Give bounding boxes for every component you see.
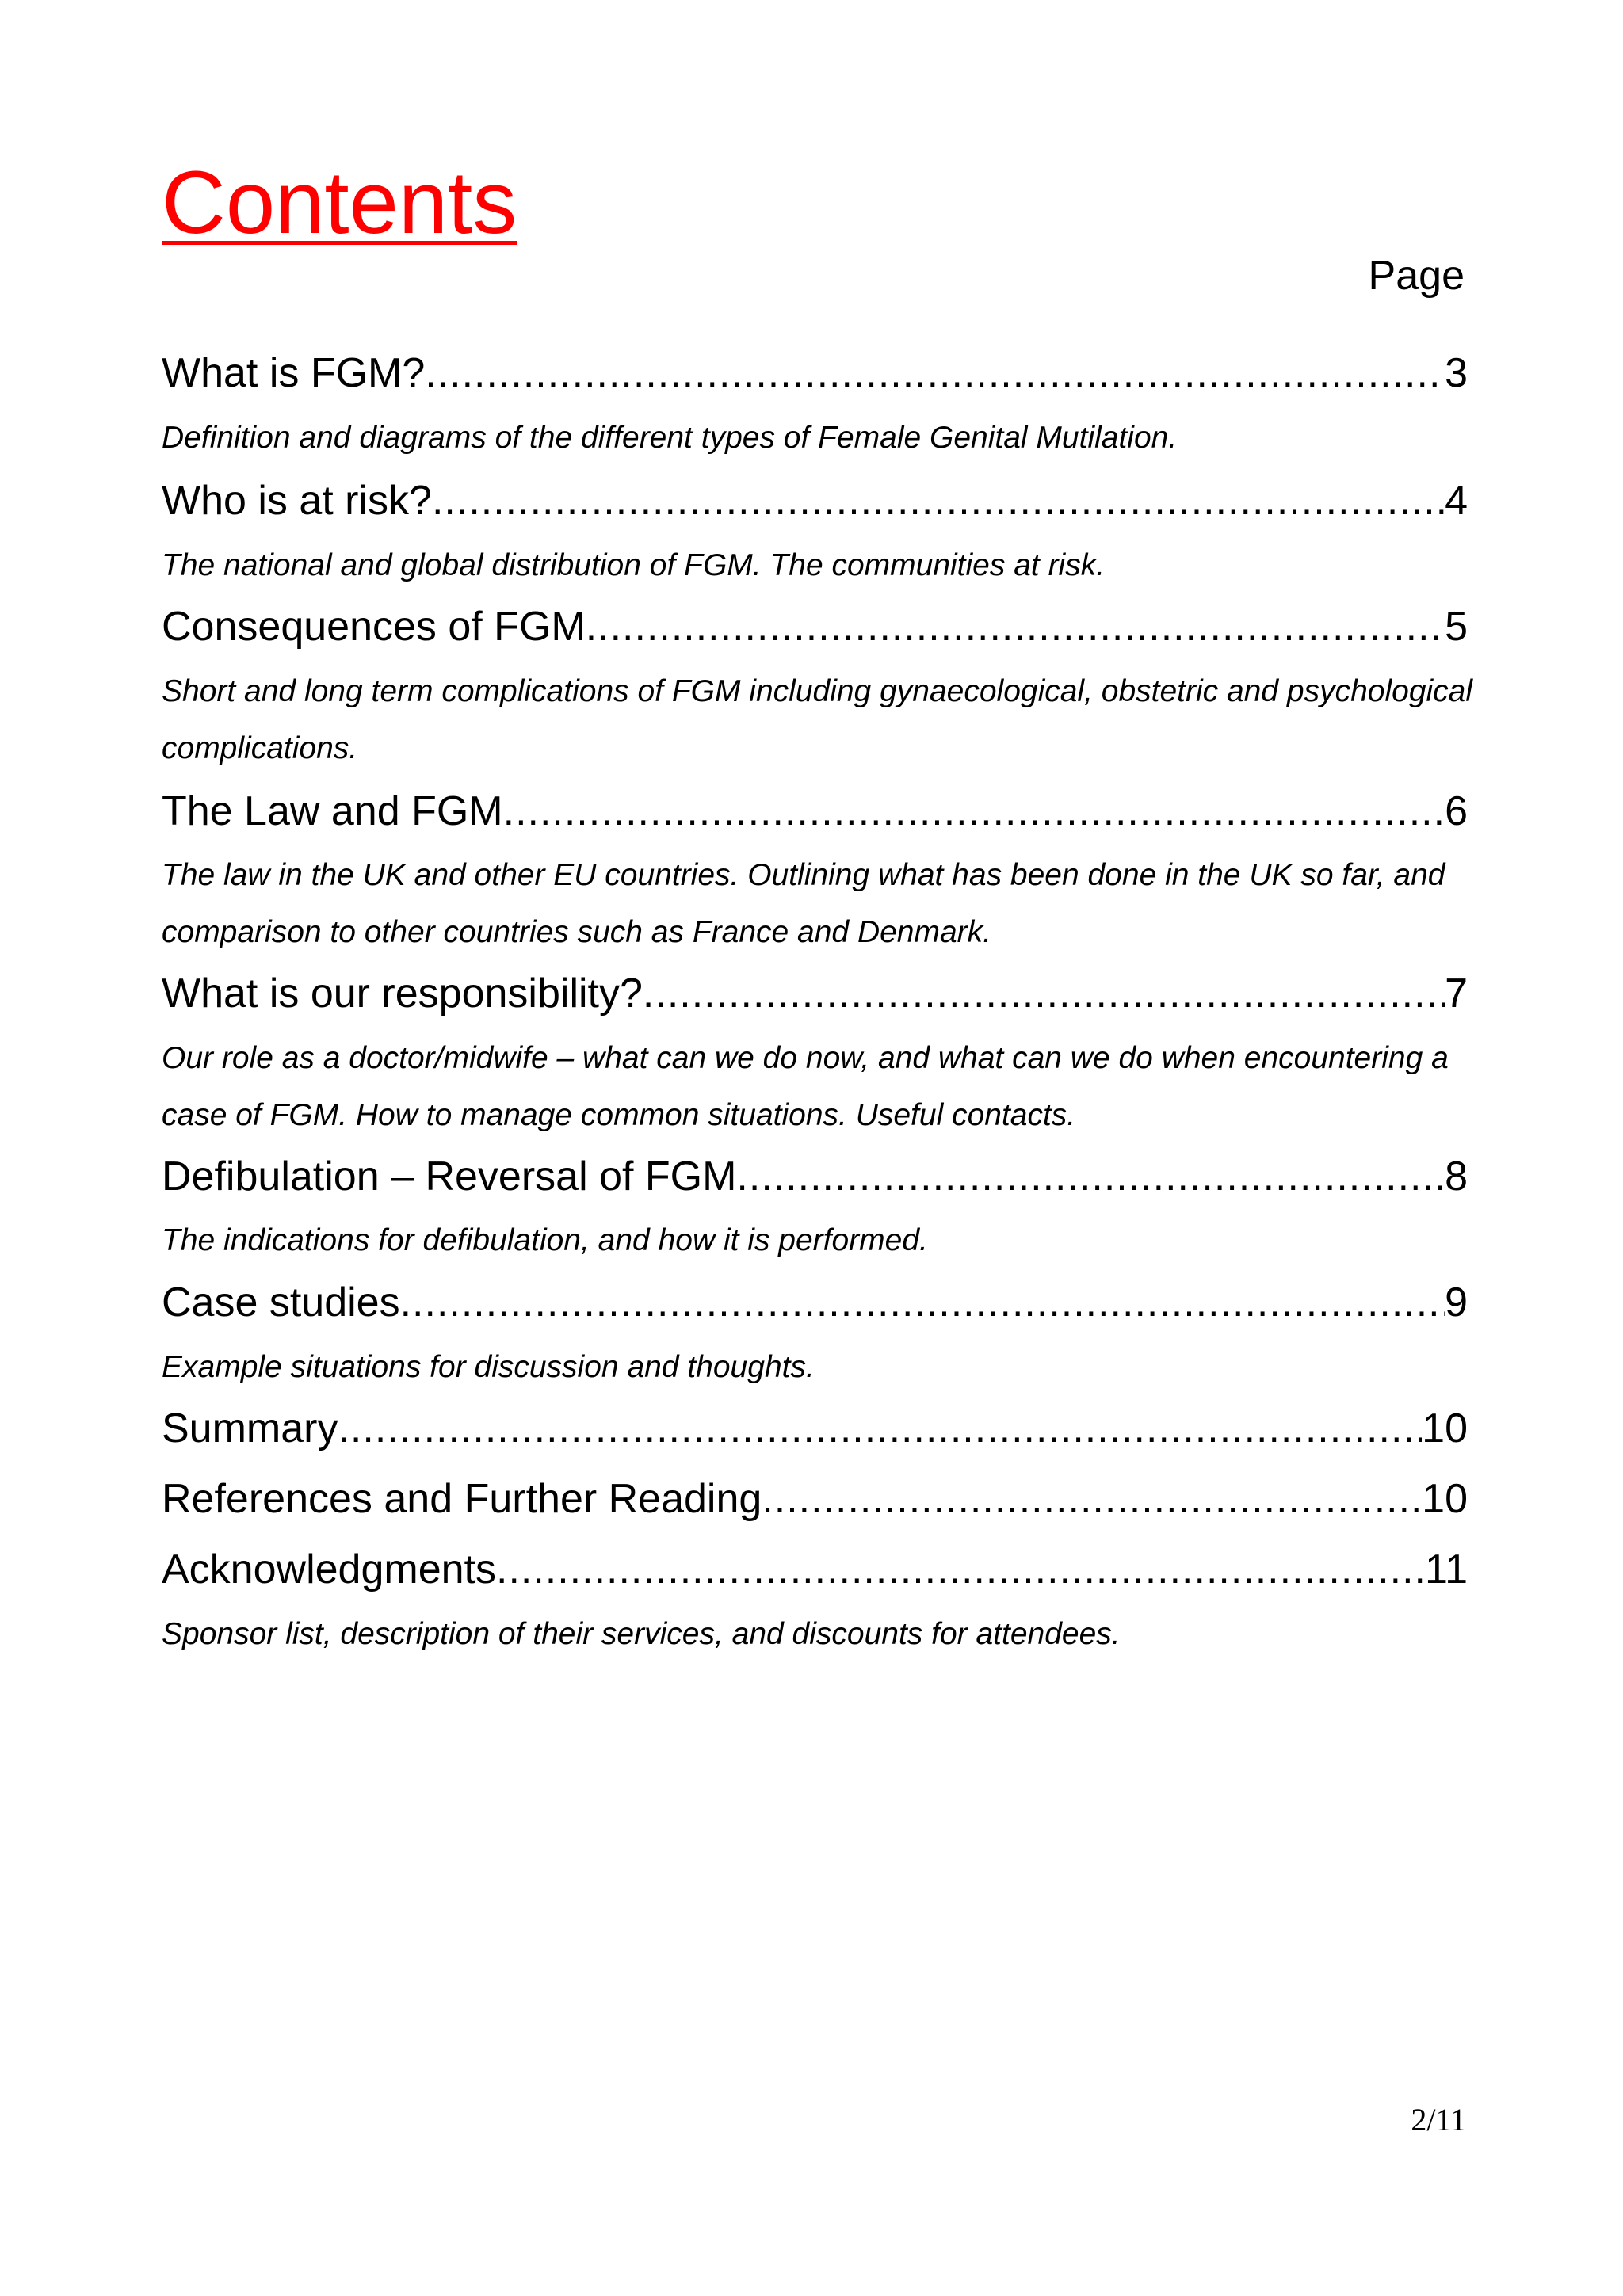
toc-entry-label: What is our responsibility? <box>162 971 643 1016</box>
toc-entry-label: The Law and FGM <box>162 788 503 834</box>
dot-leader <box>736 1153 1445 1200</box>
contents-title: Contents <box>162 153 517 252</box>
toc-entry-label: Consequences of FGM <box>162 604 586 650</box>
toc-entry-responsibility[interactable] <box>162 970 1468 1017</box>
toc-entry-references[interactable] <box>162 1475 1468 1523</box>
toc-entry-page: 8 <box>1445 1154 1468 1199</box>
toc-entry-label: Defibulation – Reversal of FGM <box>162 1154 737 1199</box>
toc-entry-page: 5 <box>1445 604 1468 650</box>
toc-entry-case-studies[interactable] <box>162 1279 1468 1326</box>
toc-entry-description: Short and long term complications of FGM including gynaecological, obstetric and psychological complications. <box>162 674 1473 765</box>
toc-entry-summary[interactable] <box>162 1405 1468 1452</box>
toc-entry-label: Acknowledgments <box>162 1547 496 1592</box>
toc-entry-law[interactable] <box>162 788 1468 835</box>
dot-leader <box>586 603 1445 650</box>
toc-entry-description: Sponsor list, description of their services, and discounts for attendees. <box>162 1617 1121 1651</box>
toc-entry-page: 11 <box>1425 1547 1468 1592</box>
dot-leader <box>762 1475 1422 1523</box>
toc-entry-label: What is FGM? <box>162 350 426 396</box>
page-number: 2/11 <box>1411 2102 1466 2138</box>
toc-entry-page: 4 <box>1445 478 1468 524</box>
toc-entry-label: References and Further Reading <box>162 1476 762 1522</box>
toc-entry-description: Example situations for discussion and thoughts. <box>162 1350 815 1384</box>
toc-entry-page: 6 <box>1445 788 1468 834</box>
toc-entry-page: 10 <box>1422 1405 1468 1451</box>
toc-entry-label: Who is at risk? <box>162 478 432 524</box>
dot-leader <box>643 970 1445 1017</box>
page-column-heading: Page <box>1368 253 1465 299</box>
toc-entry-page: 9 <box>1445 1280 1468 1325</box>
dot-leader <box>432 477 1445 524</box>
toc-entry-acknowledgments[interactable] <box>162 1546 1468 1593</box>
toc-entry-page: 7 <box>1445 971 1468 1016</box>
toc-entry-label: Summary <box>162 1405 338 1451</box>
toc-entry-page: 10 <box>1422 1476 1468 1522</box>
toc-entry-defibulation[interactable] <box>162 1153 1468 1200</box>
toc-entry-consequences[interactable] <box>162 603 1468 650</box>
dot-leader <box>496 1546 1425 1593</box>
toc-entry-description: Our role as a doctor/midwife – what can we do now, and what can we do when encountering a case of FGM. How to manage common situations. Useful contacts. <box>162 1041 1449 1132</box>
toc-entry-description: Definition and diagrams of the different types of Female Genital Mutilation. <box>162 421 1178 455</box>
toc-entry-description: The indications for defibulation, and how it is performed. <box>162 1223 928 1257</box>
dot-leader <box>338 1405 1422 1452</box>
toc-entry-what-is-fgm[interactable] <box>162 349 1468 397</box>
dot-leader <box>425 349 1445 397</box>
toc-entry-label: Case studies <box>162 1280 400 1325</box>
toc-entry-who-is-at-risk[interactable] <box>162 477 1468 524</box>
toc-entry-description: The law in the UK and other EU countries. Outlining what has been done in the UK so far, and comparison to other countries such as France and Denmark. <box>162 858 1445 949</box>
toc-entry-description: The national and global distribution of FGM. The communities at risk. <box>162 548 1106 582</box>
dot-leader <box>503 788 1445 835</box>
toc-entry-page: 3 <box>1445 350 1468 396</box>
dot-leader <box>400 1279 1445 1326</box>
